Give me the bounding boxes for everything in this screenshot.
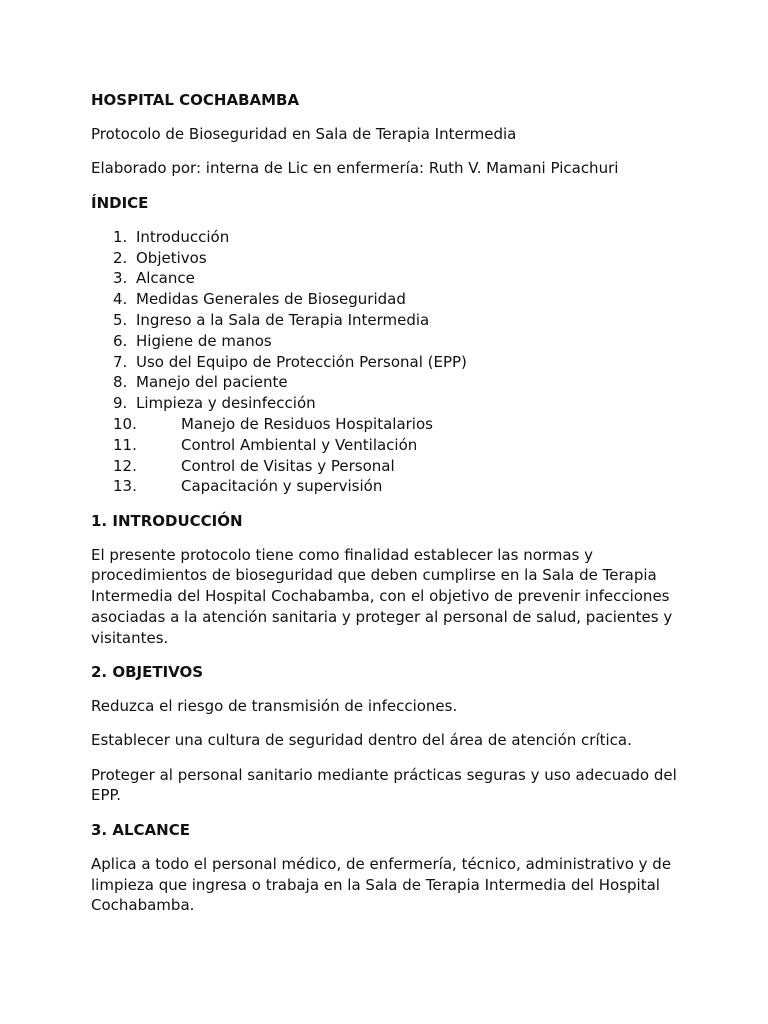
index-item-label: Manejo del paciente <box>136 373 288 392</box>
section-title-scope: 3. ALCANCE <box>91 820 190 839</box>
index-item-label: Alcance <box>136 269 195 288</box>
index-title: ÍNDICE <box>91 193 149 212</box>
index-item <box>91 248 691 269</box>
index-item-label: Higiene de manos <box>136 331 272 350</box>
hospital-name: HOSPITAL COCHABAMBA <box>91 91 300 109</box>
index-item-number: 11. <box>113 435 137 454</box>
introduction-paragraph: El presente protocolo tiene como finalidad establecer las normas y procedimientos de bioseguridad que deben cumplirse en la Sala de Terapia Intermedia del Hospital Cochabamba, con el objetivo de prevenir infecciones asociadas a la atención sanitaria y proteger al personal de salud, pacientes y visitantes. <box>91 545 673 647</box>
index-item <box>91 331 691 352</box>
index-list <box>91 227 691 497</box>
author-line: Elaborado por: interna de Lic en enfermería: Ruth V. Mamani Picachuri <box>91 159 619 178</box>
index-item <box>91 435 691 456</box>
index-item <box>91 393 691 414</box>
document-page <box>91 90 691 930</box>
index-item-number: 12. <box>113 456 137 475</box>
index-item-label: Uso del Equipo de Protección Personal (EPP) <box>136 352 467 371</box>
index-item <box>91 414 691 435</box>
objective-paragraph: Establecer una cultura de seguridad dentro del área de atención crítica. <box>91 731 632 750</box>
scope-paragraph: Aplica a todo el personal médico, de enfermería, técnico, administrativo y de limpieza que ingresa o trabaja en la Sala de Terapia Intermedia del Hospital Cochabamba. <box>91 854 672 915</box>
index-item <box>91 227 691 248</box>
index-item <box>91 268 691 289</box>
index-item-number: 5. <box>113 310 128 329</box>
index-item <box>91 289 691 310</box>
index-item <box>91 372 691 393</box>
index-item-number: 7. <box>113 352 128 371</box>
index-item-label: Control de Visitas y Personal <box>181 456 395 475</box>
index-item-label: Ingreso a la Sala de Terapia Intermedia <box>136 310 430 329</box>
index-item <box>91 456 691 477</box>
index-item-label: Limpieza y desinfección <box>136 394 316 413</box>
index-item-number: 2. <box>113 248 128 267</box>
index-item-number: 9. <box>113 394 128 413</box>
section-title-objectives: 2. OBJETIVOS <box>91 663 204 682</box>
index-item-number: 10. <box>113 414 137 433</box>
index-item <box>91 310 691 331</box>
index-item-label: Capacitación y supervisión <box>181 477 383 496</box>
index-item <box>91 476 691 497</box>
index-item-number: 13. <box>113 477 137 496</box>
section-title-introduction: 1. INTRODUCCIÓN <box>91 511 243 530</box>
index-item-number: 6. <box>113 331 128 350</box>
objective-paragraph: Reduzca el riesgo de transmisión de infecciones. <box>91 697 458 716</box>
index-item-label: Objetivos <box>136 248 207 267</box>
objective-paragraph: Proteger al personal sanitario mediante prácticas seguras y uso adecuado del EPP. <box>91 765 677 805</box>
index-item-label: Control Ambiental y Ventilación <box>181 435 418 454</box>
index-item <box>91 352 691 373</box>
index-item-number: 1. <box>113 227 128 246</box>
index-item-label: Introducción <box>136 227 230 246</box>
index-item-number: 8. <box>113 373 128 392</box>
index-item-number: 4. <box>113 290 128 309</box>
index-item-label: Manejo de Residuos Hospitalarios <box>181 414 433 433</box>
protocol-title: Protocolo de Bioseguridad en Sala de Terapia Intermedia <box>91 125 517 144</box>
index-item-number: 3. <box>113 269 128 288</box>
index-item-label: Medidas Generales de Bioseguridad <box>136 290 406 309</box>
